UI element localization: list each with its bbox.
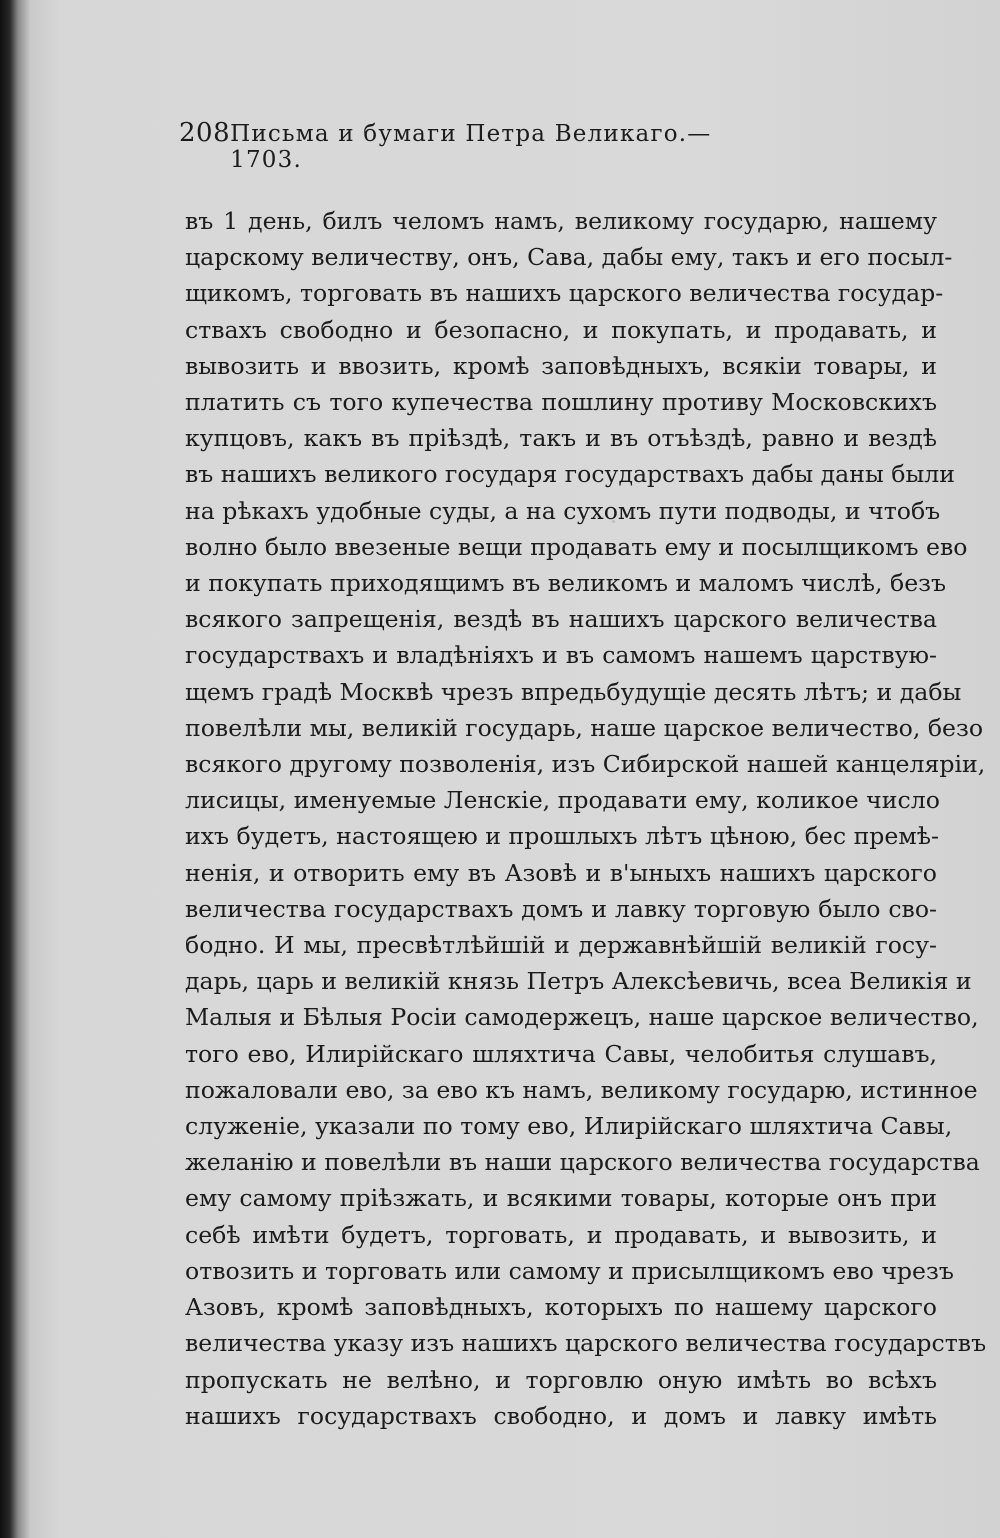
text-line: всякого запрещенiя, вездѣ въ нашихъ царского величества — [185, 605, 937, 634]
text-line: въ нашихъ великого государя государствахъ дабы даны были — [185, 460, 955, 489]
text-line: Малыя и Бѣлыя Росiи самодержецъ, наше царское величество, — [185, 1003, 979, 1032]
text-line: дарь, царь и великiй князь Петръ Алексѣевичь, всеа Великiя и — [185, 967, 972, 996]
text-line: щемъ градѣ Москвѣ чрезъ впредьбудущiе десять лѣтъ; и дабы — [185, 677, 962, 706]
text-line: на рѣкахъ удобные суды, а на сухомъ пути подводы, и чтобъ — [185, 496, 941, 525]
text-line: желанiю и повелѣли въ наши царского величества государства — [185, 1148, 980, 1177]
text-line: вывозить и ввозить, кромѣ заповѣдныхъ, всякiи товары, и — [185, 351, 937, 380]
text-line: себѣ имѣти будетъ, торговать, и продавать, и вывозить, и — [185, 1220, 937, 1249]
page-header — [179, 118, 779, 173]
text-line: волно было ввезеные вещи продавать ему и посылщикомъ ево — [185, 532, 968, 561]
text-line: ихъ будетъ, настоящею и прошлыхъ лѣтъ цѣною, бес премѣ- — [185, 822, 939, 851]
text-line: пропускать не велѣно, и торговлю оную имѣть во всѣхъ — [185, 1365, 937, 1394]
text-line: ему самому прiѣзжать, и всякими товары, которые онъ при — [185, 1184, 937, 1213]
text-line: Азовъ, кромѣ заповѣдныхъ, которыхъ по нашему царского — [185, 1293, 937, 1322]
text-line: ненiя, и отворить ему въ Азовѣ и в'ыныхъ нашихъ царского — [185, 858, 937, 887]
book-page — [179, 118, 987, 1430]
text-line: ствахъ свободно и безопасно, и покупать, и продавать, и — [185, 315, 937, 344]
text-line: купцовъ, какъ въ прiѣздѣ, такъ и въ отъѣздѣ, равно и вездѣ — [185, 424, 937, 453]
page-body — [185, 203, 987, 1434]
paper-speck — [742, 236, 744, 238]
text-line: всякого другому позволенiя, изъ Сибирской нашей канцелярiи, — [185, 750, 986, 779]
text-line: того ево, Илирiйскаго шляхтича Савы, челобитья слушавъ, — [185, 1039, 937, 1068]
text-line: величества государствахъ домъ и лавку торговую было сво- — [185, 894, 937, 923]
text-line: платить съ того купечества пошлину противу Московскихъ — [185, 388, 937, 417]
text-line: щикомъ, торговать въ нашихъ царского величества государ- — [185, 279, 944, 308]
text-line: государствахъ и владѣнiяхъ и въ самомъ нашемъ царствую- — [185, 641, 937, 670]
running-title: Письма и бумаги Петра Великаго.—1703. — [230, 121, 712, 173]
text-line: повелѣли мы, великiй государь, наше царское величество, безо — [185, 713, 984, 742]
text-line: нашихъ государствахъ свободно, и домъ и лавку имѣть — [185, 1401, 937, 1430]
page-number: 208 — [179, 118, 231, 148]
text-line: и покупать приходящимъ въ великомъ и маломъ числѣ, безъ — [185, 569, 947, 598]
text-line: отвозить и торговать или самому и присылщикомъ ево чрезъ — [185, 1256, 954, 1285]
text-line: служенiе, указали по тому ево, Илирiйскаго шляхтича Савы, — [185, 1112, 953, 1141]
paper-speck — [612, 520, 615, 523]
text-line: величества указу изъ нашихъ царского величества государствъ — [185, 1329, 987, 1358]
text-line: въ 1 день, билъ челомъ намъ, великому государю, нашему — [185, 207, 937, 235]
text-line: пожаловали ево, за ево къ намъ, великому государю, истинное — [185, 1075, 978, 1104]
text-line: бодно. И мы, пресвѣтлѣйшiй и державнѣйшiй великiй госу- — [185, 931, 937, 960]
text-line: лисицы, именуемые Ленскiе, продавати ему, коликое число — [185, 786, 940, 815]
paper-speck — [338, 915, 340, 917]
text-line: царскому величеству, онъ, Сава, дабы ему, такъ и его посыл- — [185, 243, 953, 272]
